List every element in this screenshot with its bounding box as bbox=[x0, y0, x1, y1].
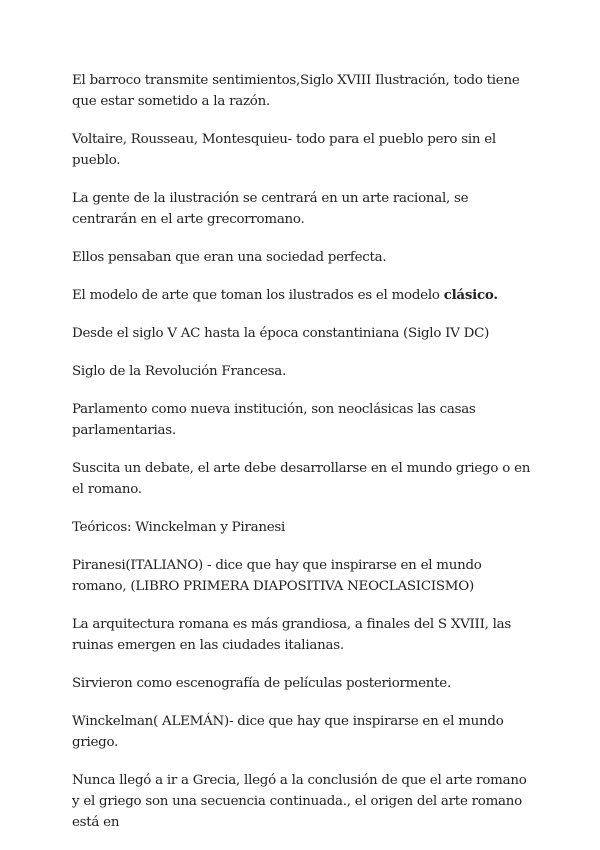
paragraph: Piranesi(ITALIANO) - dice que hay que inspirarse en el mundo romano, (LIBRO PRIMERA DIAPOSITIVA NEOCLASICISMO) bbox=[72, 558, 482, 594]
paragraph: Ellos pensaban que eran una sociedad perfecta. bbox=[72, 250, 387, 265]
paragraph: Nunca llegó a ir a Grecia, llegó a la conclusión de que el arte romano y el griego son una secuencia continuada., el origen del arte romano está en bbox=[72, 773, 527, 830]
paragraph: Siglo de la Revolución Francesa. bbox=[72, 364, 287, 379]
paragraph: La arquitectura romana es más grandiosa, a finales del S XVIII, las ruinas emergen en las ciudades italianas. bbox=[72, 617, 512, 653]
paragraph: Suscita un debate, el arte debe desarrollarse en el mundo griego o en el romano. bbox=[72, 461, 531, 497]
paragraph: Voltaire, Rousseau, Montesquieu- todo para el pueblo pero sin el pueblo. bbox=[72, 132, 496, 168]
paragraph: La gente de la ilustración se centrará en un arte racional, se centrarán en el arte grecorromano. bbox=[72, 191, 469, 227]
bold-emphasis: clásico. bbox=[443, 287, 498, 303]
paragraph: Teóricos: Winckelman y Piranesi bbox=[72, 520, 286, 535]
paragraph: El barroco transmite sentimientos,Siglo XVIII Ilustración, todo tiene que estar sometido a la razón. bbox=[72, 73, 520, 109]
paragraph: Winckelman( ALEMÁN)- dice que hay que inspirarse en el mundo griego. bbox=[72, 714, 504, 750]
paragraph: Desde el siglo V AC hasta la época constantiniana (Siglo IV DC) bbox=[72, 326, 490, 341]
document-body bbox=[72, 70, 532, 850]
paragraph: Sirvieron como escenografía de películas posteriormente. bbox=[72, 676, 451, 691]
paragraph: Parlamento como nueva institución, son neoclásicas las casas parlamentarias. bbox=[72, 402, 476, 438]
paragraph: El modelo de arte que toman los ilustrados es el modelo clásico. bbox=[72, 287, 498, 303]
